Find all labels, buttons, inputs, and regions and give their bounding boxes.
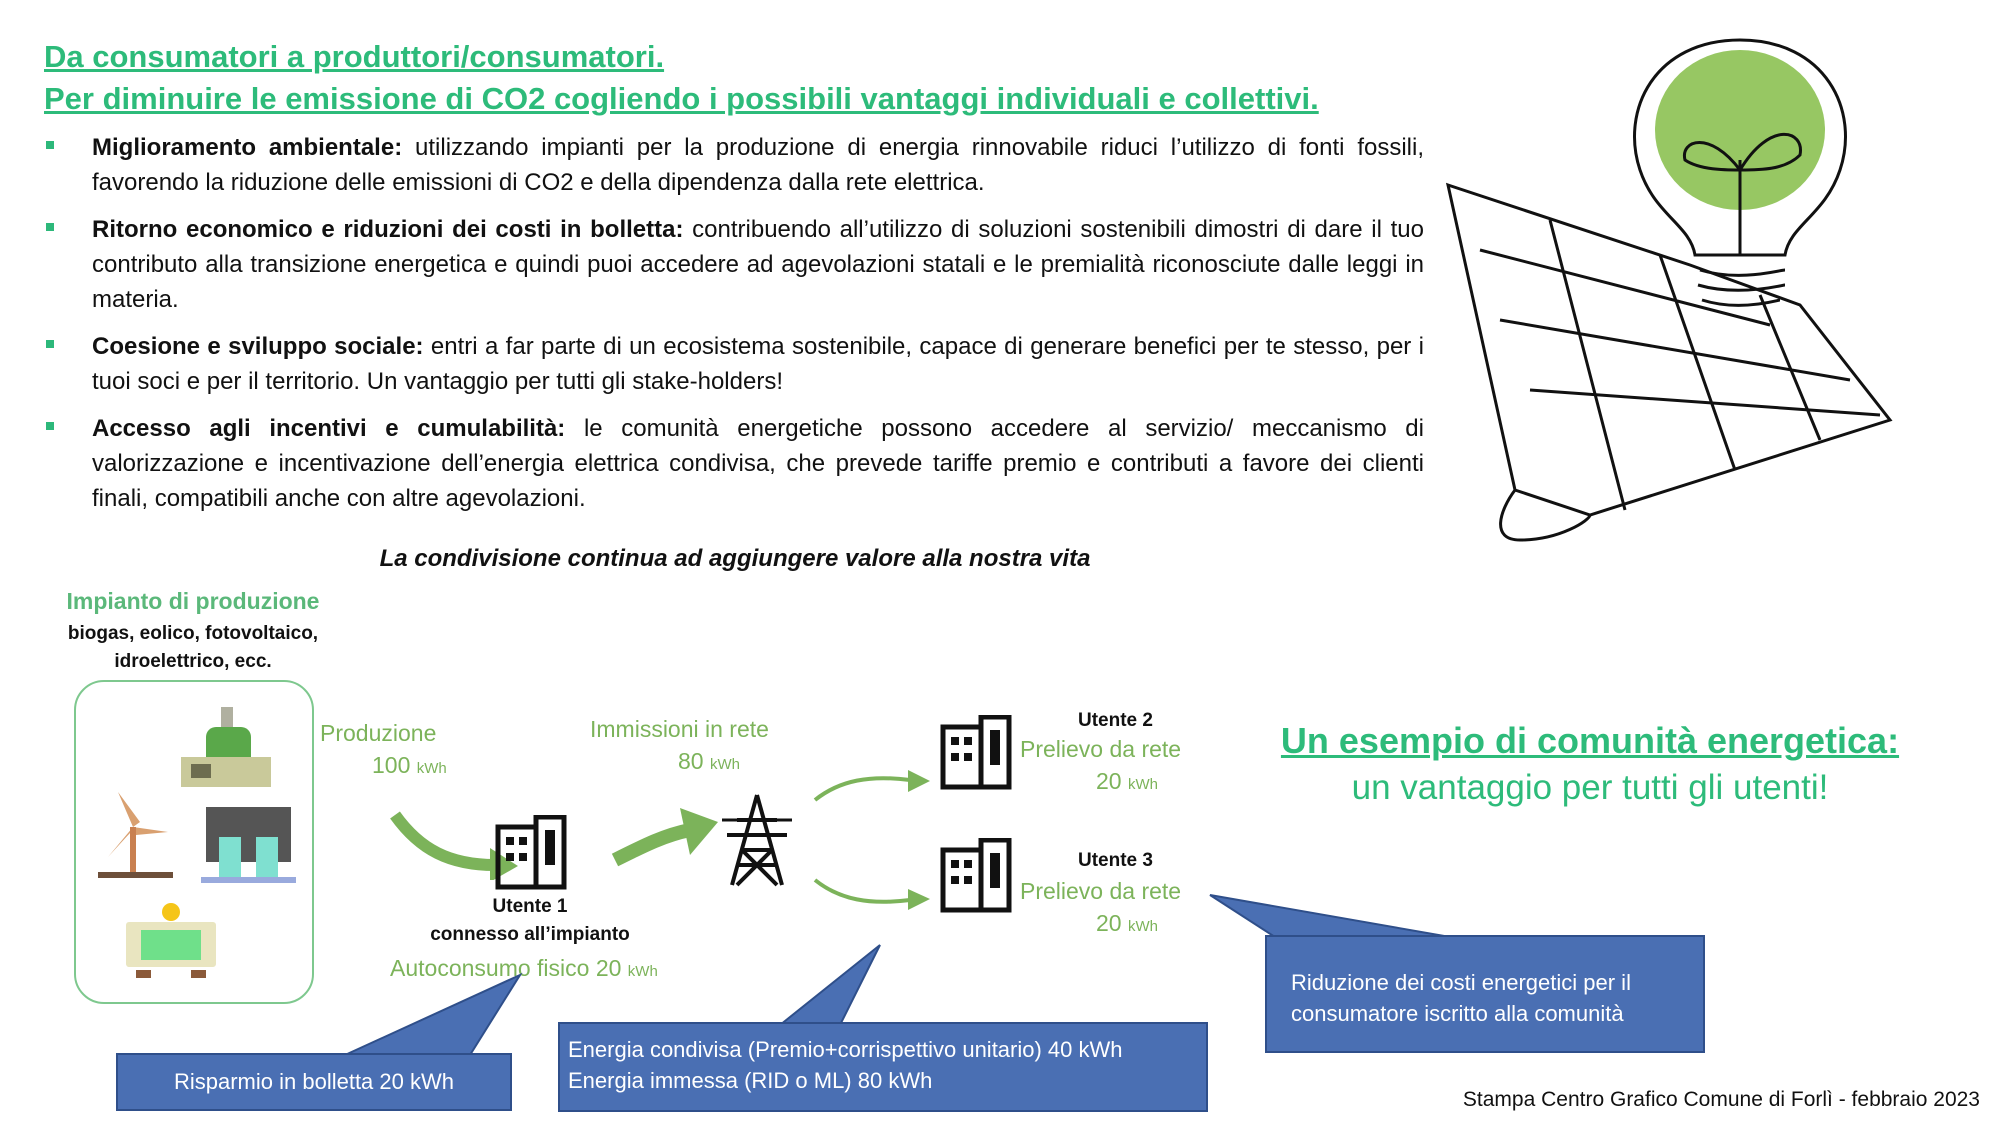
energia-callout [558, 1022, 1208, 1112]
bullet-heading: Miglioramento ambientale: [92, 134, 403, 161]
utente3-value: 20 kWh [1096, 910, 1158, 936]
plant-subtitle-line: idroelettrico, ecc. [114, 651, 272, 672]
bullet-heading: Coesione e sviluppo sociale: [92, 333, 424, 360]
utente3-label: Prelievo da rete [1020, 878, 1182, 904]
bullet-heading: Ritorno economico e riduzioni dei costi in bolletta: [92, 216, 684, 243]
immissioni-value: 80 kWh [678, 748, 740, 774]
bullet-text: le comunità energetiche possono accedere al servizio/ meccanismo di valorizzazione e incentivazione dell’energia elettrica condivisa, che prevede tariffe premio e contributi a favore dei clienti finali, compatibili anche con altre agevolazioni. [92, 415, 1424, 512]
immissioni-label: Immissioni in rete [590, 716, 769, 742]
energia-line: Energia condivisa (Premio+corrispettivo unitario) 40 kWh [568, 1037, 1123, 1062]
autoconsumo-label: Autoconsumo fisico 20 kWh [390, 955, 658, 981]
footer-credit: Stampa Centro Grafico Comune di Forlì - febbraio 2023 [1462, 1088, 1980, 1111]
utente3-name: Utente 3 [1078, 850, 1153, 871]
bullet-text: contribuendo all’utilizzo di soluzioni sostenibili dimostri di dare il tuo contributo alla transizione energetica e quindi puoi accedere ad agevolazioni statali e le premialità riconosciute dalle leggi in materia. [92, 216, 1424, 313]
utente2-label: Prelievo da rete [1020, 736, 1182, 762]
plant-title: Impianto di produzione [66, 588, 320, 614]
title-line-2: Per diminuire le emissione di CO2 cogliendo i possibili vantaggi individuali e collettivi. [44, 81, 1319, 116]
utente1-sub: connesso all’impianto [430, 924, 630, 945]
riduzione-callout [1265, 935, 1705, 1053]
riduzione-line: Riduzione dei costi energetici per il [1291, 970, 1631, 995]
community-subtitle: un vantaggio per tutti gli utenti! [1351, 768, 1829, 807]
utente2-value: 20 kWh [1096, 768, 1158, 794]
bullet-text: entri a far parte di un ecosistema sostenibile, capace di generare benefici per te stesso, per i tuoi soci e per il territorio. Un vantaggio per tutti gli stake-holders! [92, 333, 1424, 395]
subtitle: La condivisione continua ad aggiungere valore alla nostra vita [379, 545, 1091, 572]
plant-subtitle-line: biogas, eolico, fotovoltaico, [67, 623, 319, 644]
risparmio-callout [116, 1053, 512, 1111]
produzione-label: Produzione [320, 720, 437, 746]
bullet-text: utilizzando impianti per la produzione di energia rinnovabile riduci l’utilizzo di fonti fossili, favorendo la riduzione delle emissioni di CO2 e della dipendenza dalla rete elettrica. [92, 134, 1425, 196]
riduzione-line: consumatore iscritto alla comunità [1291, 1001, 1624, 1026]
bullet-heading: Accesso agli incentivi e cumulabilità: [92, 415, 566, 442]
produzione-value: 100 kWh [372, 752, 447, 778]
title-line-1: Da consumatori a produttori/consumatori. [44, 39, 665, 74]
community-title: Un esempio di comunità energetica: [1280, 720, 1900, 761]
energia-line: Energia immessa (RID o ML) 80 kWh [568, 1068, 933, 1093]
utente1-name: Utente 1 [492, 896, 568, 917]
risparmio-text: Risparmio in bolletta 20 kWh [173, 1069, 454, 1094]
utente2-name: Utente 2 [1078, 710, 1153, 731]
